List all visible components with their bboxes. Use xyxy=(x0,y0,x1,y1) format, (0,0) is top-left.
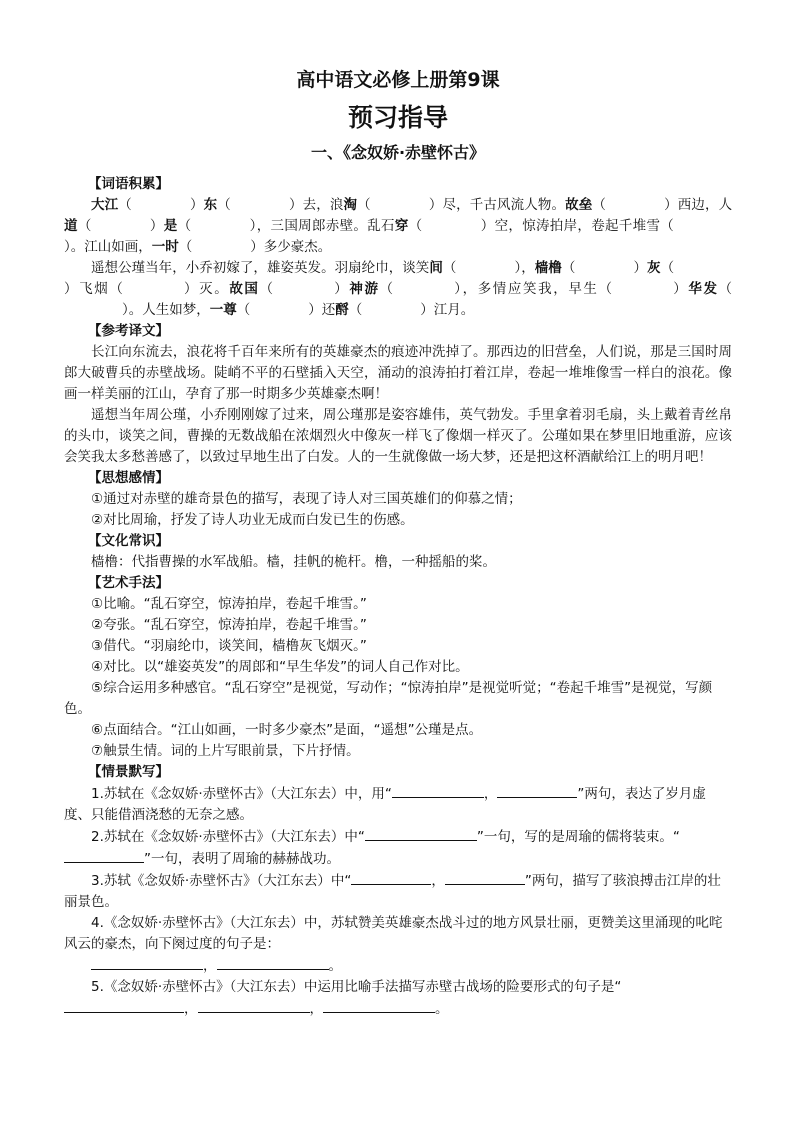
answer-blank[interactable] xyxy=(91,955,203,970)
vocab-heading: 【词语积累】 xyxy=(88,176,169,192)
technique-item: ③借代。“羽扇纶巾，谈笑间，樯橹灰飞烟灭。” xyxy=(91,638,367,654)
feelings-item: ①通过对赤壁的雄奇景色的描写，表现了诗人对三国英雄们的仰慕之情； xyxy=(91,491,522,507)
course-title: 高中语文必修上册第9课 xyxy=(296,69,500,91)
translation-paragraph-1: 长江向东流去，浪花将千百年来所有的英雄豪杰的痕迹冲洗掉了。那西边的旧营垒，人们说，那是三国时周郎大破曹兵的赤壁战场。陡峭不平的石壁插入天空，涌动的浪涛拍打着江岸，卷起一堆堆像雪一样白的浪花。像画一样美丽的江山，孕育了那一时期多少英雄豪杰啊！ xyxy=(64,344,732,402)
culture-heading: 【文化常识】 xyxy=(88,533,169,549)
page-subtitle: 预习指导 xyxy=(347,103,448,132)
answer-blank[interactable] xyxy=(497,783,577,798)
answer-blank[interactable] xyxy=(323,998,435,1013)
dictation-question-1: 1.苏轼在《念奴娇·赤壁怀古》（大江东去）中，用“ ， ”两句，表达了岁月虚度、只能借酒浇愁的无奈之感。 xyxy=(64,783,732,826)
dictation-question-3: 3.苏轼《念奴娇·赤壁怀古》（大江东去）中“ ， ”两句，描写了骇浪搏击江岸的壮丽景色。 xyxy=(64,870,732,913)
dictation-question-2: 2.苏轼在《念奴娇·赤壁怀古》（大江东去）中“ ”一句，写的是周瑜的儒将装束。“”一句，表明了周瑜的赫赫战功。 xyxy=(64,826,732,870)
vocab-paragraph-1: 大江（ ）东（ ）去，浪淘（ ）尽，千古风流人物。故垒（ ）西边，人道（ ）是（ ），三国周郎赤壁。乱石穿（ ）空，惊涛拍岸，卷起千堆雪（）。江山如画，一时（ ）多少豪杰。 xyxy=(64,197,733,255)
answer-blank[interactable] xyxy=(198,998,310,1013)
dictation-heading: 【情景默写】 xyxy=(88,764,169,780)
answer-blank[interactable] xyxy=(351,870,431,885)
feelings-heading: 【思想感情】 xyxy=(88,470,169,486)
feelings-item: ②对比周瑜，抒发了诗人功业无成而白发已生的伤感。 xyxy=(91,512,414,528)
answer-blank[interactable] xyxy=(217,955,329,970)
techniques-heading: 【艺术手法】 xyxy=(88,575,169,591)
technique-item: ⑦触景生情。词的上片写眼前景，下片抒情。 xyxy=(91,743,360,759)
vocab-paragraph-2: 遥想公瑾当年，小乔初嫁了，雄姿英发。羽扇纶巾，谈笑间（ ），樯橹（ ）灰（）飞烟（ ）灭。故国（ ）神游（ ），多情应笑我，早生（ ）华发（）。人生如梦，一尊（ ）还酹（ ）江月。 xyxy=(64,260,733,318)
dictation-answer-line-4: ， 。 xyxy=(64,955,732,977)
translation-paragraph-2: 遥想当年周公瑾，小乔刚刚嫁了过来，周公瑾那是姿容雄伟，英气勃发。手里拿着羽毛扇，头上戴着青丝帛的头巾，谈笑之间，曹操的无数战船在浓烟烈火中像灰一样飞了像烟一样灭了。公瑾如果在梦里旧地重游，应该会笑我太多愁善感了，以致过早地生出了白发。人的一生就像做一场大梦，还是把这杯酒献给江上的明月吧！ xyxy=(64,407,732,465)
answer-blank[interactable] xyxy=(365,826,477,841)
culture-text: 樯橹：代指曹操的水军战船。樯，挂帆的桅杆。橹，一种摇船的桨。 xyxy=(91,554,496,570)
answer-blank[interactable] xyxy=(445,870,525,885)
dictation-question-5: 5.《念奴娇·赤壁怀古》（大江东去）中运用比喻手法描写赤壁古战场的险要形式的句子是“， ， 。 xyxy=(64,977,732,1020)
dictation-question-4: 4.《念奴娇·赤壁怀古》（大江东去）中，苏轼赞美英雄豪杰战斗过的地方风景壮丽，更赞美这里涌现的叱咤风云的豪杰，向下阕过度的句子是： xyxy=(64,915,723,952)
answer-blank[interactable] xyxy=(64,998,184,1013)
answer-blank[interactable] xyxy=(392,783,484,798)
technique-item: ②夸张。“乱石穿空，惊涛拍岸，卷起千堆雪。” xyxy=(91,617,367,633)
section-title: 一、《念奴娇·赤壁怀古》 xyxy=(310,143,486,162)
answer-blank[interactable] xyxy=(64,848,144,863)
translation-heading: 【参考译文】 xyxy=(88,323,169,339)
document-page xyxy=(64,66,732,1020)
technique-item: ①比喻。“乱石穿空，惊涛拍岸，卷起千堆雪。” xyxy=(91,596,367,612)
technique-item: ⑤综合运用多种感官。“乱石穿空”是视觉，写动作；“惊涛拍岸”是视觉听觉；“卷起千堆雪”是视觉，写颜色。 xyxy=(64,680,713,717)
technique-item: ④对比。以“雄姿英发”的周郎和“早生华发”的词人自己作对比。 xyxy=(91,659,469,675)
technique-item: ⑥点面结合。“江山如画，一时多少豪杰”是面，“遥想”公瑾是点。 xyxy=(91,722,483,738)
